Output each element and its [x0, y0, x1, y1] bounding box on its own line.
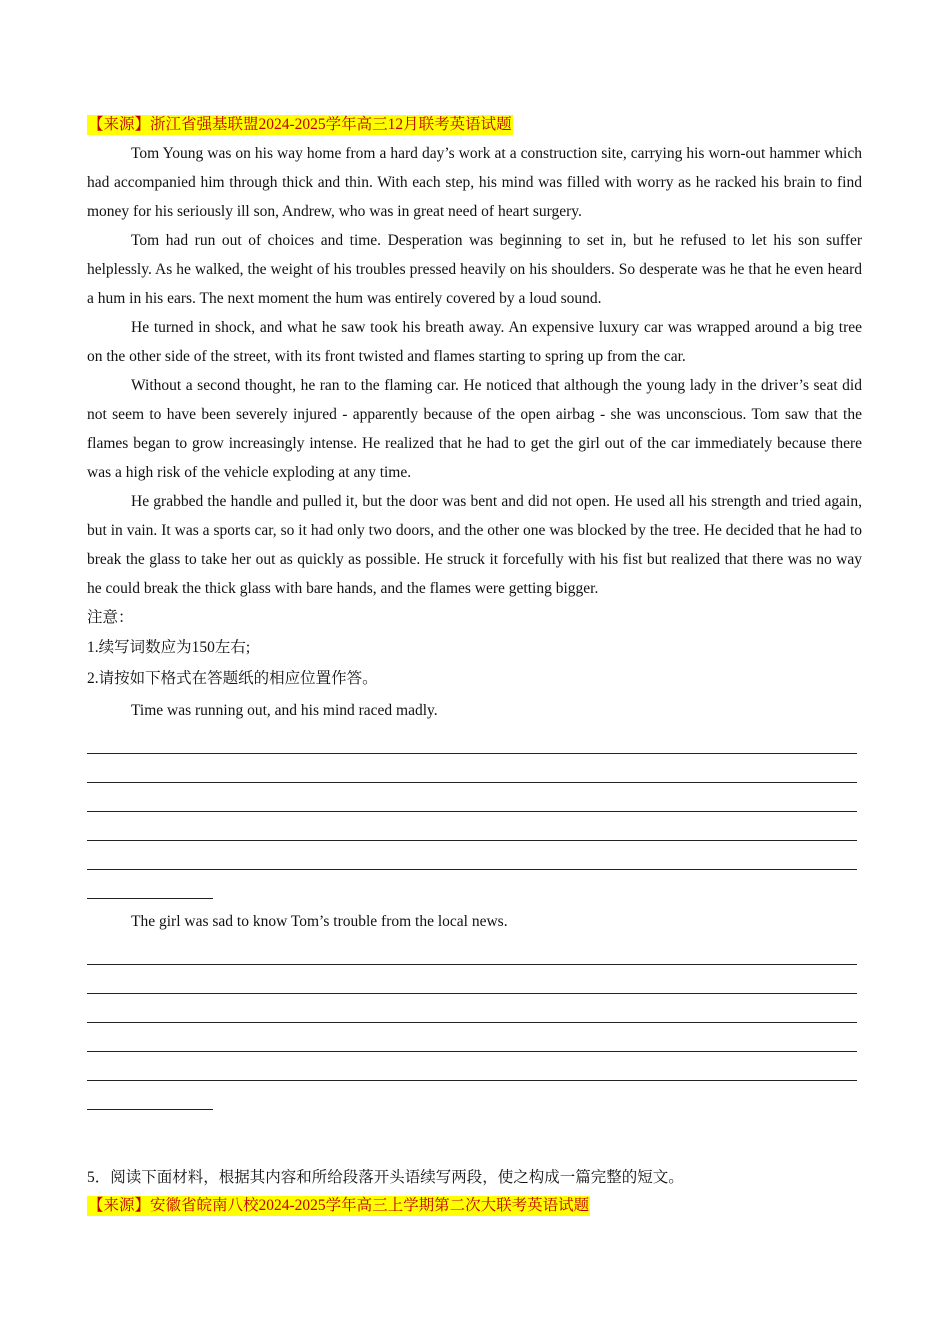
answer-line	[87, 725, 857, 754]
story-paragraph: Tom Young was on his way home from a hard day’s work at a construction site, carrying his worn-out hammer which had accompanied him through thick and thin. With each step, his mind was filled with worry as he racked his brain to find money for his seriously ill son, Andrew, who was in great need of heart surgery.	[87, 145, 862, 220]
answer-line	[87, 870, 213, 899]
answer-line	[87, 1023, 857, 1052]
paragraph-starter: Time was running out, and his mind raced madly.	[131, 702, 438, 719]
answer-lines	[87, 725, 862, 899]
question-5-instruction: 5．阅读下面材料，根据其内容和所给段落开头语续写两段，使之构成一篇完整的短文。	[87, 1169, 684, 1186]
answer-line	[87, 754, 857, 783]
answer-line	[87, 965, 857, 994]
source-label: 【来源】安徽省皖南八校2024-2025学年高三上学期第二次大联考英语试题	[88, 1197, 590, 1214]
story-paragraph: He grabbed the handle and pulled it, but the door was bent and did not open. He used all his strength and tried again, but in vain. It was a sports car, so it had only two doors, and the other one was blocked by the tree. He decided that he had to break the glass to take her out as quickly as possible. He struck it forcefully with his fist but realized that there was no way he could break the thick glass with bare hands, and the flames were getting bigger.	[87, 493, 862, 597]
answer-lines	[87, 936, 862, 1110]
story-paragraph: Tom had run out of choices and time. Desperation was beginning to set in, but he refused to let his son suffer helplessly. As he walked, the weight of his troubles pressed heavily on his shoulders. So desperate was he that he even heard a hum in his ears. The next moment the hum was entirely covered by a loud sound.	[87, 232, 862, 307]
answer-line	[87, 1052, 857, 1081]
notes-heading: 注意：	[87, 609, 134, 626]
answer-line	[87, 994, 857, 1023]
answer-line	[87, 936, 857, 965]
story-paragraph: Without a second thought, he ran to the flaming car. He noticed that although the young lady in the driver’s seat did not seem to have been severely injured - apparently because of the open airbag - she was unconscious. Tom saw that the flames began to grow increasingly intense. He realized that he had to get the girl out of the car immediately because there was a high risk of the vehicle exploding at any time.	[87, 377, 862, 481]
answer-line	[87, 1081, 213, 1110]
paragraph-starter: The girl was sad to know Tom’s trouble from the local news.	[131, 913, 508, 930]
source-label: 【来源】浙江省强基联盟2024-2025学年高三12月联考英语试题	[88, 116, 512, 133]
answer-line	[87, 841, 857, 870]
story-paragraph: He turned in shock, and what he saw took his breath away. An expensive luxury car was wrapped around a big tree on the other side of the street, with its front twisted and flames starting to spring up from the car.	[87, 319, 862, 365]
note-item: 1.续写词数应为150左右;	[87, 639, 251, 656]
document-page	[87, 112, 862, 1220]
answer-line	[87, 783, 857, 812]
note-item: 2.请按如下格式在答题纸的相应位置作答。	[87, 670, 378, 687]
answer-line	[87, 812, 857, 841]
